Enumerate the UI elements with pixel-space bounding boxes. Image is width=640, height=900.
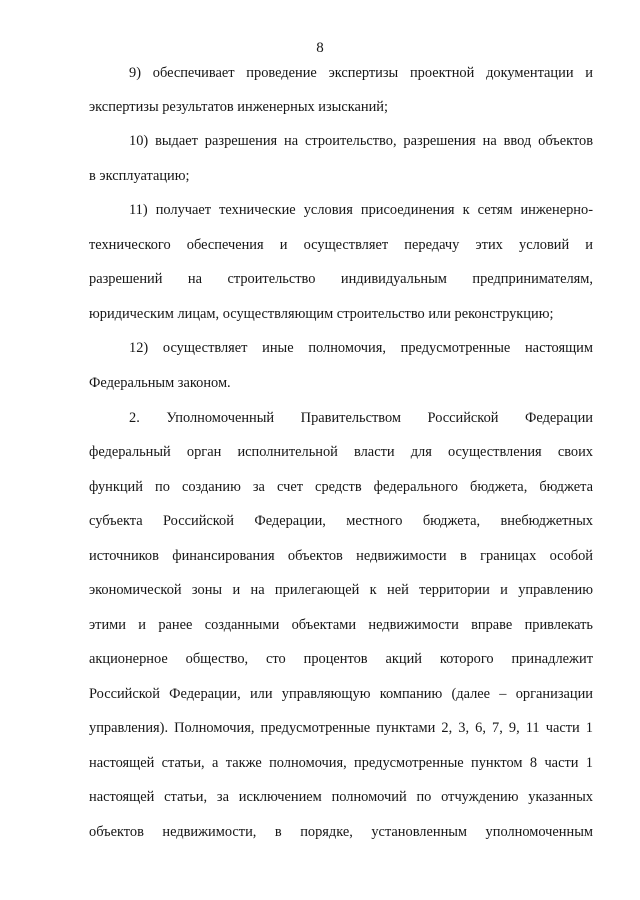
text-line: объектов недвижимости, в порядке, установленным уполномоченным (89, 824, 593, 840)
text-line: акционерное общество, сто процентов акций которого принадлежит (89, 651, 593, 667)
text-line: 2. Уполномоченный Правительством Российской Федерации (129, 410, 593, 426)
text-line: функций по созданию за счет средств федерального бюджета, бюджета (89, 479, 593, 495)
text-line: настоящей статьи, а также полномочия, предусмотренные пунктом 8 части 1 (89, 755, 593, 771)
text-line: экономической зоны и на прилегающей к ней территории и управлению (89, 582, 593, 598)
text-line: 9) обеспечивает проведение экспертизы проектной документации и (129, 65, 593, 81)
text-line: субъекта Российской Федерации, местного бюджета, внебюджетных (89, 513, 593, 529)
text-line: Российской Федерации, или управляющую компанию (далее – организации (89, 686, 593, 702)
text-line: экспертизы результатов инженерных изысканий; (89, 99, 388, 115)
text-line: федеральный орган исполнительной власти для осуществления своих (89, 444, 593, 460)
text-line: в эксплуатацию; (89, 168, 190, 184)
page-number: 8 (316, 40, 324, 56)
text-line: управления). Полномочия, предусмотренные пунктами 2, 3, 6, 7, 9, 11 части 1 (89, 720, 593, 736)
text-line: 11) получает технические условия присоединения к сетям инженерно- (129, 202, 593, 218)
text-line: настоящей статьи, за исключением полномочий по отчуждению указанных (89, 789, 593, 805)
text-line: 10) выдает разрешения на строительство, разрешения на ввод объектов (129, 133, 593, 149)
text-line: технического обеспечения и осуществляет передачу этих условий и (89, 237, 593, 253)
text-line: юридическим лицам, осуществляющим строительство или реконструкцию; (89, 306, 554, 322)
text-line: разрешений на строительство индивидуальным предпринимателям, (89, 271, 593, 287)
text-line: этими и ранее созданными объектами недвижимости вправе привлекать (89, 617, 593, 633)
text-line: источников финансирования объектов недвижимости в границах особой (89, 548, 593, 564)
text-line: Федеральным законом. (89, 375, 231, 391)
text-line: 12) осуществляет иные полномочия, предусмотренные настоящим (129, 340, 593, 356)
